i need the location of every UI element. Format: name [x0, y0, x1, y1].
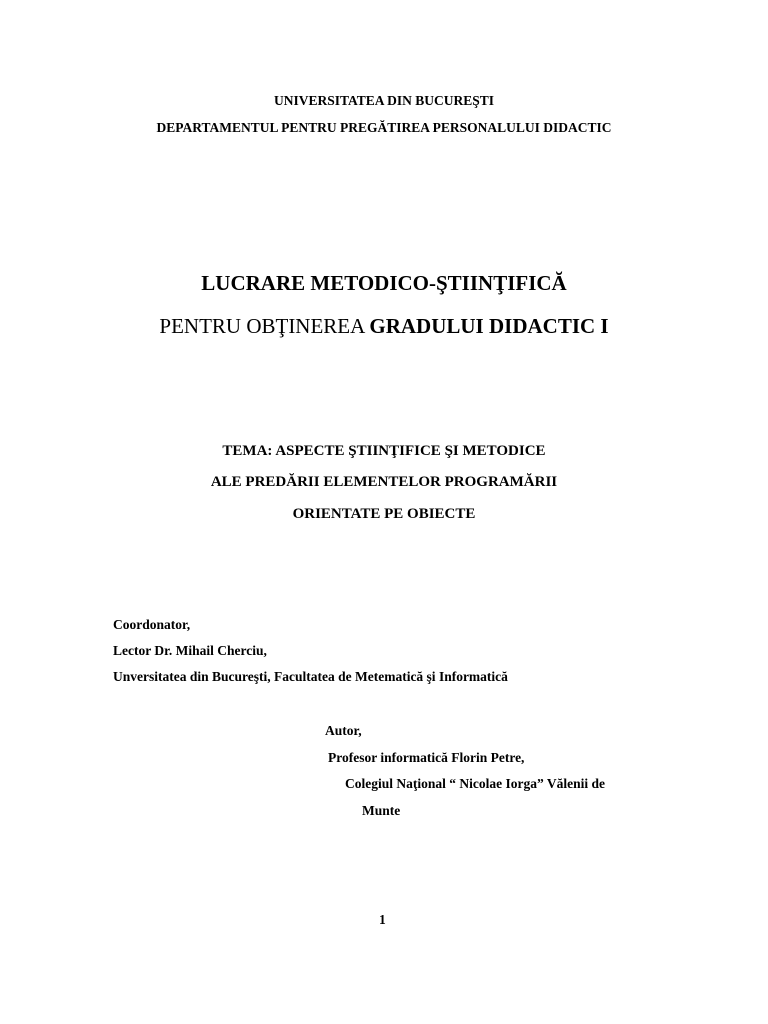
author-label: Autor, [325, 723, 362, 738]
department-name: DEPARTAMENTUL PENTRU PREGĂTIREA PERSONALULUI DIDACTIC [156, 120, 612, 135]
theme-line2: ALE PREDĂRII ELEMENTELOR PROGRAMĂRII [210, 474, 558, 490]
theme-line1 [0, 443, 768, 460]
author-school-line2: Munte [362, 803, 401, 818]
document-title-line1: LUCRARE METODICO-ŞTIINŢIFICĂ [201, 271, 567, 295]
theme-line1-text: ASPECTE ŞTIINŢIFICE ŞI METODICE [275, 443, 546, 459]
coordinator-affiliation: Unversitatea din Bucureşti, Facultatea de Metematică şi Informatică [113, 669, 508, 684]
university-name: UNIVERSITATEA DIN BUCUREŞTI [273, 93, 495, 108]
document-title-line2 [0, 314, 768, 339]
page-number: 1 [379, 912, 386, 927]
coordinator-name: Lector Dr. Mihail Cherciu, [113, 643, 267, 658]
coordinator-label: Coordonator, [113, 617, 191, 632]
author-school-line1: Colegiul Naţional “ Nicolae Iorga” Vălenii de [345, 776, 605, 791]
author-name: Profesor informatică Florin Petre, [328, 750, 525, 765]
theme-label: TEMA: [222, 443, 276, 459]
document-title-line2-part1: PENTRU OBŢINEREA [159, 314, 370, 338]
theme-line3: ORIENTATE PE OBIECTE [292, 506, 476, 522]
document-title-line2-part2: GRADULUI DIDACTIC I [369, 314, 609, 338]
